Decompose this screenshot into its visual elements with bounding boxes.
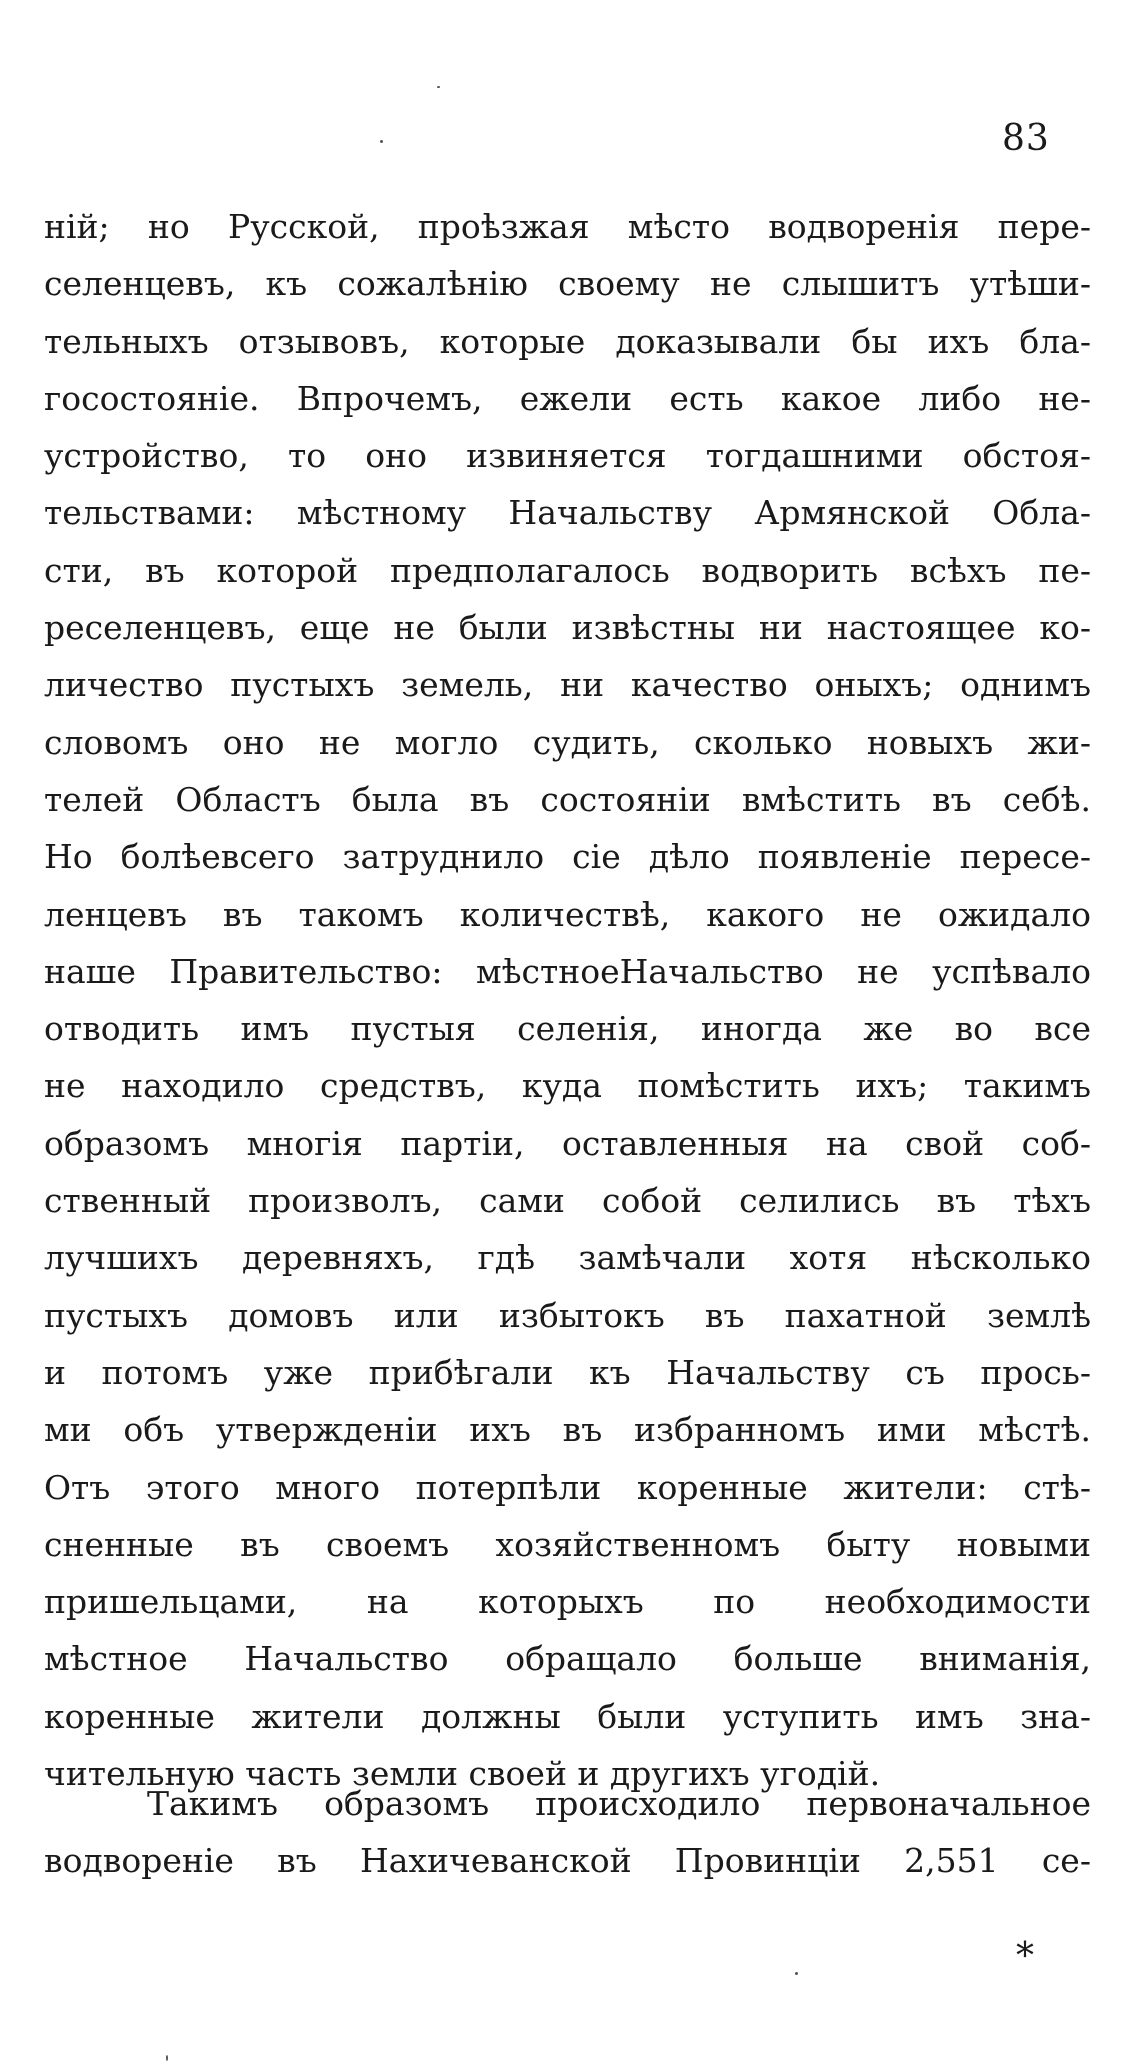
text-line: Такимъ образомъ происходило первоначальное — [147, 1784, 1091, 1823]
paragraph-2 — [44, 1775, 1091, 1890]
page-number: 83 — [1002, 118, 1050, 159]
text-line: тельствами: мѣстному Начальству Армянской Обла- — [44, 493, 1091, 533]
text-line: пришельцами, на которыхъ по необходимости — [44, 1582, 1091, 1622]
text-line: Но болѣевсего затруднило сiе дѣло появленiе пересе- — [44, 837, 1091, 877]
text-line: отводить имъ пустыя селенiя, иногда же во все — [44, 1009, 1091, 1049]
text-line: наше Правительство: мѣстноеНачальство не успѣвало — [44, 951, 1091, 991]
text-line: тельныхъ отзывовъ, которые доказывали бы ихъ бла- — [44, 321, 1091, 361]
text-line: водворенiе въ Нахичеванской Провинцiи 2,551 се- — [44, 1841, 1091, 1881]
text-line: не находило средствъ, куда помѣстить ихъ; такимъ — [44, 1066, 1091, 1106]
text-line: пустыхъ домовъ или избытокъ въ пахатной землѣ — [44, 1295, 1091, 1335]
text-line: сненные въ своемъ хозяйственномъ быту новыми — [44, 1524, 1091, 1564]
text-line: телей Областъ была въ состоянiи вмѣстить въ себѣ. — [44, 779, 1091, 819]
signature-mark: * — [1016, 1936, 1034, 1977]
text-line: устройство, то оно извиняется тогдашними обстоя- — [44, 436, 1091, 476]
text-line: ственный произволъ, сами собой селились въ тѣхъ — [44, 1181, 1091, 1221]
print-speck — [795, 1972, 798, 1975]
print-speck — [437, 86, 440, 88]
text-line: личество пустыхъ земель, ни качество оныхъ; однимъ — [44, 665, 1091, 705]
print-speck — [380, 140, 383, 143]
print-speck — [166, 2055, 168, 2061]
text-line: и потомъ уже прибѣгали къ Начальству съ прось- — [44, 1352, 1091, 1392]
text-line: мѣстное Начальство обращало больше вниманiя, — [44, 1639, 1091, 1679]
text-line: лучшихъ деревняхъ, гдѣ замѣчали хотя нѣсколько — [44, 1238, 1091, 1278]
paragraph-1 — [44, 198, 1091, 1802]
text-line: коренные жители должны были уступить имъ зна- — [44, 1696, 1091, 1736]
text-line: госостоянiе. Впрочемъ, ежели есть какое либо не- — [44, 378, 1091, 418]
text-line: селенцевъ, къ сожалѣнiю своему не слышитъ утѣши- — [44, 264, 1091, 304]
text-line: образомъ многiя партiи, оставленныя на свой соб- — [44, 1123, 1091, 1163]
text-line: чительную часть земли своей и другихъ угодiй. — [44, 1754, 881, 1794]
text-line: нiй; но Русской, проѣзжая мѣсто водворенiя пере- — [44, 207, 1091, 246]
text-line: Отъ этого много потерпѣли коренные жители: стѣ- — [44, 1467, 1091, 1507]
text-line: ленцевъ въ такомъ количествѣ, какого не ожидало — [44, 894, 1091, 934]
text-line: ми объ утвержденiи ихъ въ избранномъ ими мѣстѣ. — [44, 1410, 1091, 1450]
text-line: сти, въ которой предполагалось водворить всѣхъ пе- — [44, 550, 1091, 590]
text-line: реселенцевъ, еще не были извѣстны ни настоящее ко- — [44, 608, 1091, 648]
text-line: словомъ оно не могло судить, сколько новыхъ жи- — [44, 722, 1091, 762]
